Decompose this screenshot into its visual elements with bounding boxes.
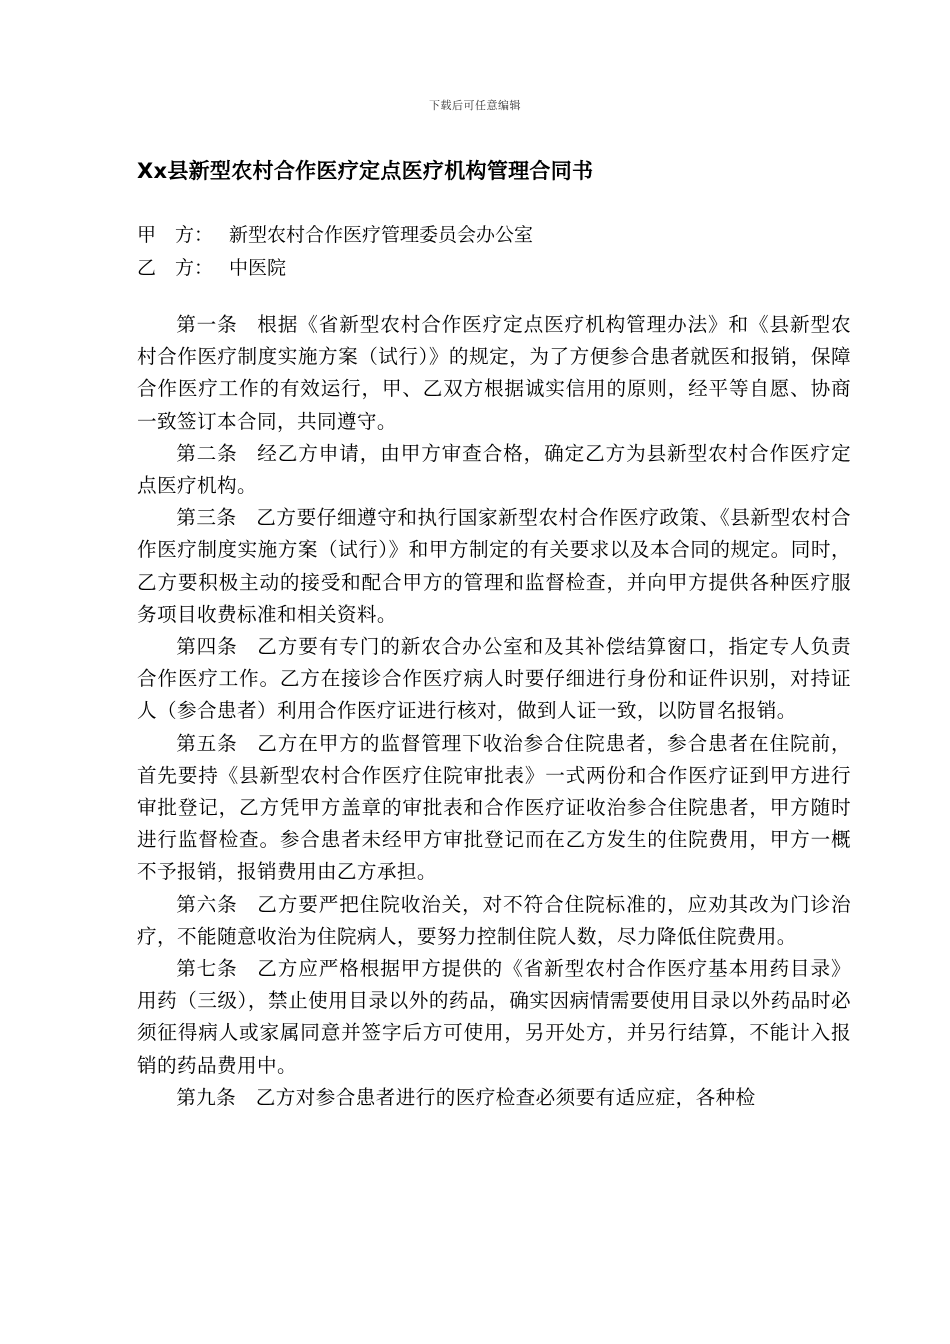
article-number: 第一条 <box>176 313 238 336</box>
article-number: 第二条 <box>176 441 238 465</box>
header-note: 下载后可任意编辑 <box>429 99 521 112</box>
article-1 <box>137 309 851 438</box>
article-7 <box>137 953 851 1082</box>
article-5 <box>137 728 851 889</box>
article-text: 乙方应严格根据甲方提供的《省新型农村合作医疗基本用药目录》用药（三级），禁止使用目录以外的药品，确实因病情需要使用目录以外药品时必须征得病人或家属同意并签字后方可使用，另开处方，并另行结算，不能计入报销的药品费用中。 <box>137 957 851 1077</box>
article-2 <box>137 438 851 502</box>
article-text: 乙方要仔细遵守和执行国家新型农村合作医疗政策、《县新型农村合作医疗制度实施方案（试行）》和甲方制定的有关要求以及本合同的规定。同时，乙方要积极主动的接受和配合甲方的管理和监督检查，并向甲方提供各种医疗服务项目收费标准和相关资料。 <box>137 506 852 626</box>
article-text: 根据《省新型农村合作医疗定点医疗机构管理办法》和《县新型农村合作医疗制度实施方案（试行）》的规定，为了方便参合患者就医和报销，保障合作医疗工作的有效运行，甲、乙双方根据诚实信用的原则，经平等自愿、协商一致签订本合同，共同遵守。 <box>137 313 851 433</box>
article-number: 第七条 <box>176 957 238 981</box>
article-6 <box>137 889 851 953</box>
article-text: 乙方要严把住院收治关，对不符合住院标准的，应劝其改为门诊治疗，不能随意收治为住院病人，要努力控制住院人数，尽力降低住院费用。 <box>137 892 851 948</box>
article-number: 第三条 <box>176 506 237 530</box>
article-3 <box>137 502 851 631</box>
party-b-value: 中医院 <box>229 257 287 279</box>
party-a-value: 新型农村合作医疗管理委员会办公室 <box>229 224 534 246</box>
article-list <box>137 309 851 1114</box>
party-b <box>137 252 286 284</box>
article-text: 乙方在甲方的监督管理下收治参合住院患者，参合患者在住院前，首先要持《县新型农村合作医疗住院审批表》一式两份和合作医疗证到甲方进行审批登记，乙方凭甲方盖章的审批表和合作医疗证收治参合住院患者，甲方随时进行监督检查。参合患者未经甲方审批登记而在乙方发生的住院费用，甲方一概不予报销，报销费用由乙方承担。 <box>137 731 851 884</box>
article-4 <box>137 631 851 728</box>
party-a-label: 甲 方： <box>137 224 214 246</box>
article-text: 经乙方申请，由甲方审查合格，确定乙方为县新型农村合作医疗定点医疗机构。 <box>137 441 851 498</box>
article-number: 第六条 <box>176 892 238 916</box>
article-number: 第五条 <box>176 731 238 755</box>
party-a <box>137 219 533 251</box>
document-title: Xx县新型农村合作医疗定点医疗机构管理合同书 <box>137 159 594 183</box>
article-number: 第九条 <box>176 1085 237 1109</box>
article-number: 第四条 <box>176 635 238 659</box>
article-9 <box>137 1082 851 1114</box>
article-text: 乙方对参合患者进行的医疗检查必须要有适应症，各种检 <box>255 1085 756 1109</box>
party-b-label: 乙 方： <box>137 257 214 279</box>
article-text: 乙方要有专门的新农合办公室和及其补偿结算窗口，指定专人负责合作医疗工作。乙方在接诊合作医疗病人时要仔细进行身份和证件识别，对持证人（参合患者）利用合作医疗证进行核对，做到人证一致，以防冒名报销。 <box>137 635 851 723</box>
